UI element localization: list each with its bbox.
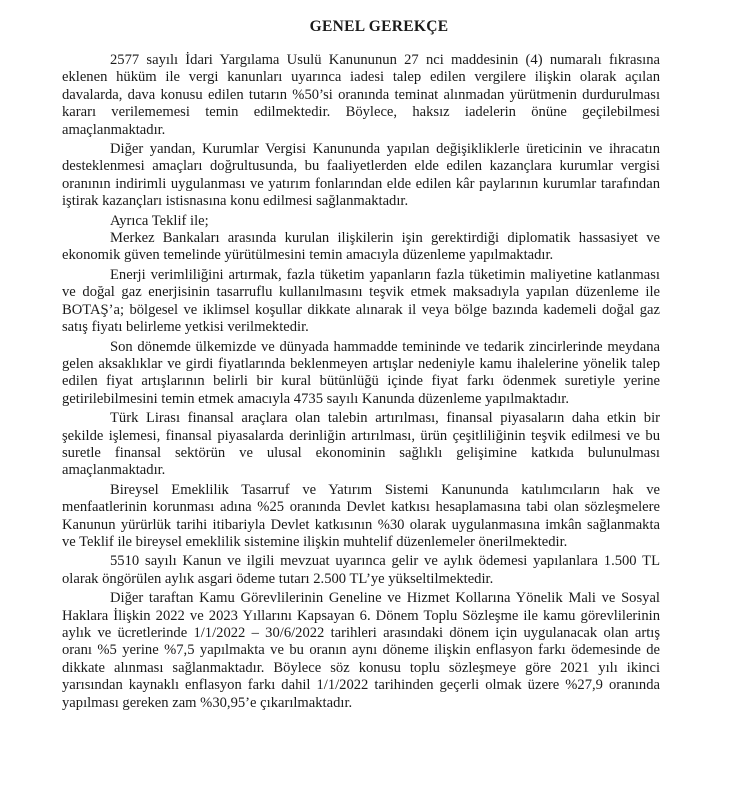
- paragraph-enerji-verimliligi: Enerji verimliliğini artırmak, fazla tüketim yapanların fazla tüketimin maliyetine katlanması ve doğal gaz enerjisinin tasarruflu kullanılmasını teşvik etmek maksadıyla yapılan düzenleme ile BOTAŞ’a; bölgesel ve iklimsel koşullar dikkate alınarak il veya bölge bazında kademeli doğal gaz satış fiyatı belirleme yetkisi verilmektedir.: [62, 266, 660, 336]
- paragraph-bireysel-emeklilik: Bireysel Emeklilik Tasarruf ve Yatırım Sistemi Kanununda katılımcıların hak ve menfaatlerinin korunması adına %25 oranında Devlet katkısı hesaplamasına tabi olan sözleşmelere Kanunun yürürlük tarihi itibariyla Devlet katkısının %30 olarak uygulanmasına imkân sağlanmakta ve Teklif ile bireysel emeklilik sistemine ilişkin muhtelif düzenlemeler önerilmektedir.: [62, 481, 660, 550]
- paragraph-asgari-odeme: 5510 sayılı Kanun ve ilgili mevzuat uyarınca gelir ve aylık ödemesi yapılanlara 1.500 TL olarak öngörülen aylık asgari ödeme tutarı 2.500 TL’ye yükseltilmektedir.: [62, 553, 660, 587]
- paragraph-kamu-ihaleleri: Son dönemde ülkemizde ve dünyada hammadde temininde ve tedarik zincirlerinde meydana gelen aksaklıklar ve girdi fiyatlarında beklenmeyen artışlar nedeniyle kamu ihalelerine yönelik talep edilen fiyat artışlarının belirli bir kural bütünlüğü içinde fiyat farkı ödenmek suretiyle yerine getirilebilmesini temin etmek amacıyla 4735 sayılı Kanunda düzenleme yapılmaktadır.: [62, 338, 660, 407]
- paragraph-kurumlar-vergisi: Diğer yandan, Kurumlar Vergisi Kanununda yapılan değişikliklerle üreticinin ve ihracatın desteklenmesi amaçları doğrultusunda, bu faaliyetlerden elde edilen kazançlara kurumlar vergisi oranının indirimli uygulanması ve yatırım fonlarından elde edilen kâr paylarının kurumlar tarafından iştirak kazançları istisnasına konu edilmesi sağlanmaktadır.: [62, 141, 660, 210]
- paragraph-toplu-sozlesme: Diğer taraftan Kamu Görevlilerinin Geneline ve Hizmet Kollarına Yönelik Mali ve Sosyal Haklara İlişkin 2022 ve 2023 Yıllarını Kapsayan 6. Dönem Toplu Sözleşme ile kamu görevlilerinin aylık ve ücretlerinde 1/1/2022 – 30/6/2022 tarihleri arasındaki dönem için uygulanacak olan artış oranı %5 yerine %7,5 yapılmakta ve bu oranın aynı döneme ilişkin enflasyon farkı ödemesinde de dikkate alınması sağlanmaktadır. Böylece söz konusu toplu sözleşmeye göre 2021 yılı ikinci yarısından kaynaklı enflasyon farkı dahil 1/1/2022 tarihinden geçerli olmak üzere %27,9 oranında yapılması gereken zam %30,95’e çıkarılmaktadır.: [62, 590, 660, 711]
- paragraph-merkez-bankalari: Merkez Bankaları arasında kurulan ilişkilerin işin gerektirdiği diplomatik hassasiyet ve ekonomik güven temelinde yürütülmesini temin amacıyla düzenleme yapılmaktadır.: [62, 230, 660, 264]
- paragraph-idari-yargilama: 2577 sayılı İdari Yargılama Usulü Kanununun 27 nci maddesinin (4) numaralı fıkrasına eklenen hüküm ile vergi kanunları uyarınca iadesi talep edilen vergilere ilişkin olarak açılan davalarda, dava konusu edilen tutarın %50’si oranında teminat alınmadan yürütmenin durdurulması kararı verilememesi temin edilmektedir. Böylece, haksız iadelerin önüne geçilebilmesi amaçlanmaktadır.: [62, 52, 660, 138]
- paragraph-ayrica-teklif: Ayrıca Teklif ile;: [110, 212, 209, 229]
- document-title: GENEL GEREKÇE: [309, 18, 449, 35]
- paragraph-turk-lirasi: Türk Lirası finansal araçlara olan talebin artırılması, finansal piyasaların daha etkin bir şekilde işlemesi, finansal piyasalarda derinliğin artırılması, ürün çeşitliliğinin teşvik edilmesi ve bu suretle finansal sektörün ve ulusal ekonominin sağlıklı gelişimine katkıda bulunulması amaçlanmaktadır.: [62, 410, 660, 479]
